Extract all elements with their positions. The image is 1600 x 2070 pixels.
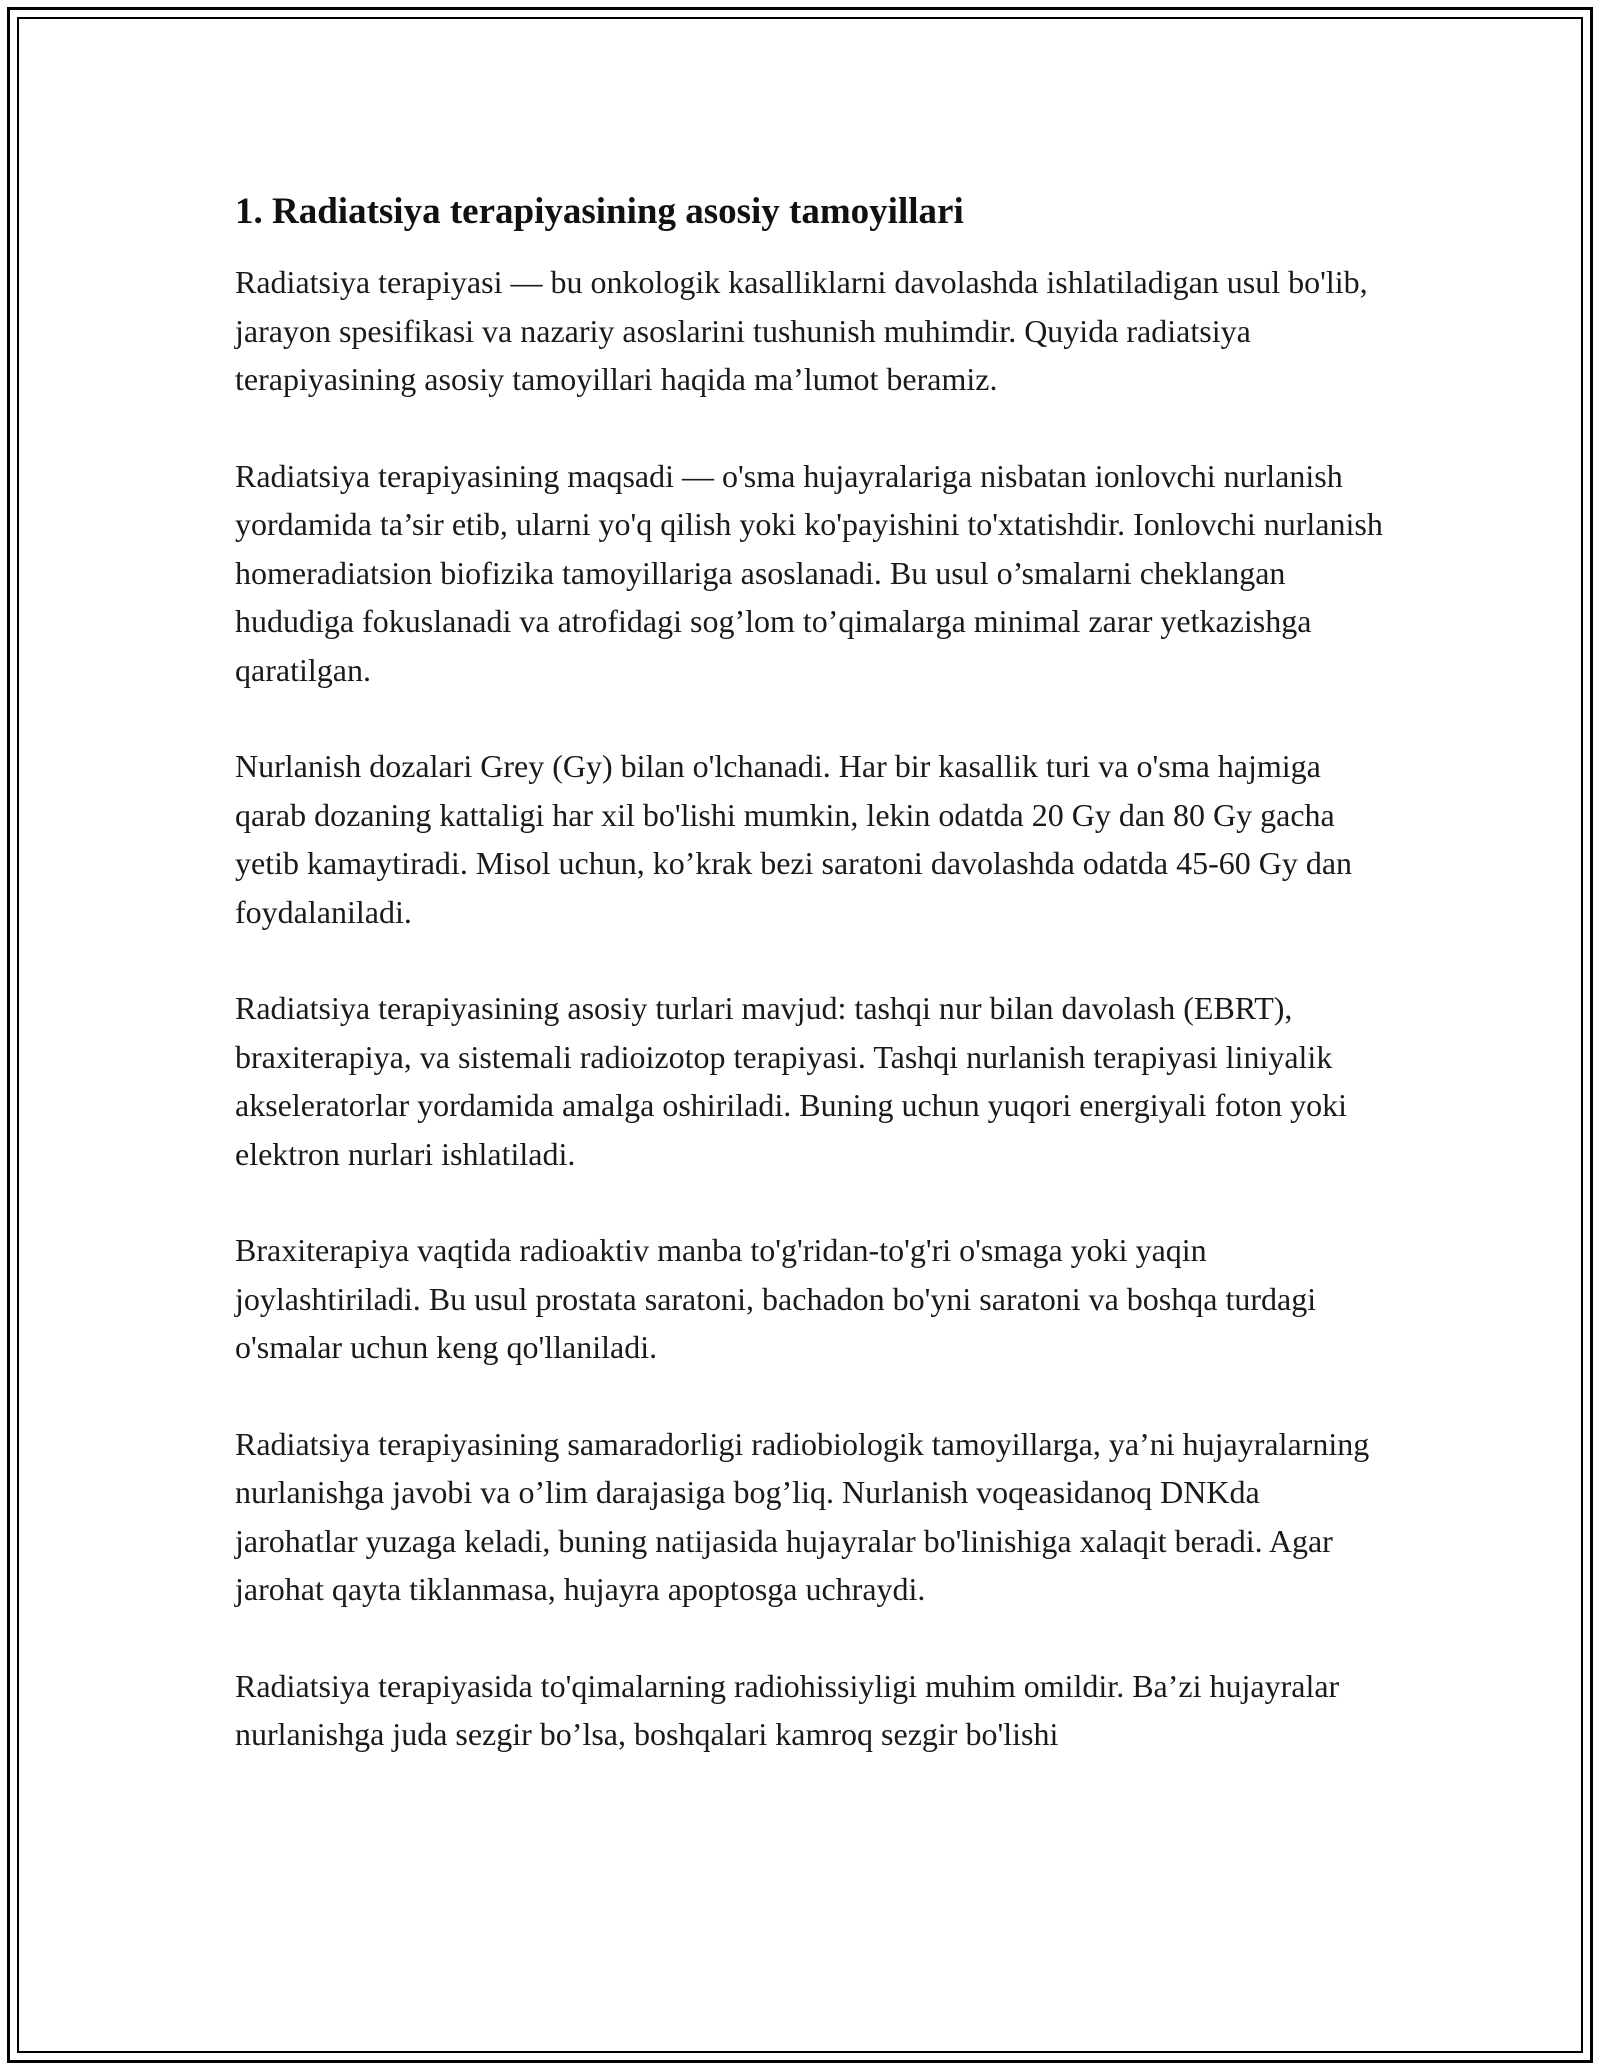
paragraph-radiobiology: Radiatsiya terapiyasining samaradorligi radiobiologik tamoyillarga, ya’ni hujayralarning nurlanishga javobi va o’lim darajasiga bog’liq. Nurlanish voqeasidanoq DNKda jarohatlar yuzaga keladi, buning natijasida hujayralar bo'linishiga xalaqit beradi. Agar jarohat qayta tiklanmasa, hujayra apoptosga uchraydi. bbox=[235, 1425, 1370, 1607]
section-heading: 1. Radiatsiya terapiyasining asosiy tamoyillari bbox=[235, 191, 964, 232]
paragraph-types: Radiatsiya terapiyasining asosiy turlari mavjud: tashqi nur bilan davolash (EBRT), braxiterapiya, va sistemali radioizotop terapiyasi. Tashqi nurlanish terapiyasi liniyalik akseleratorlar yordamida amalga oshiriladi. Buning uchun yuqori energiyali foton yoki elektron nurlari ishlatiladi. bbox=[235, 990, 1347, 1172]
paragraph-doses: Nurlanish dozalari Grey (Gy) bilan o'lchanadi. Har bir kasallik turi va o'sma hajmiga qarab dozaning kattaligi har xil bo'lishi mumkin, lekin odatda 20 Gy dan 80 Gy gacha yetib kamaytiradi. Misol uchun, ko’krak bezi saratoni davolashda odatda 45-60 Gy dan foydalaniladi. bbox=[235, 748, 1353, 930]
document-body bbox=[235, 188, 1385, 1807]
paragraph-intro: Radiatsiya terapiyasi — bu onkologik kasalliklarni davolashda ishlatiladigan usul bo'lib, jarayon spesifikasi va nazariy asoslarini tushunish muhimdir. Quyida radiatsiya terapiyasining asosiy tamoyillari haqida ma’lumot beramiz. bbox=[235, 264, 1368, 397]
paragraph-radiosensitivity: Radiatsiya terapiyasida to'qimalarning radiohissiyligi muhim omildir. Ba’zi hujayralar nurlanishga juda sezgir bo’lsa, boshqalari kamroq sezgir bo'lishi bbox=[235, 1667, 1340, 1752]
paragraph-brachytherapy: Braxiterapiya vaqtida radioaktiv manba to'g'ridan-to'g'ri o'smaga yoki yaqin joylashtiriladi. Bu usul prostata saratoni, bachadon bo'yni saratoni va boshqa turdagi o'smalar uchun keng qo'llaniladi. bbox=[235, 1232, 1317, 1365]
paragraph-goal: Radiatsiya terapiyasining maqsadi — o'sma hujayralariga nisbatan ionlovchi nurlanish yordamida ta’sir etib, ularni yo'q qilish yoki ko'payishini to'xtatishdir. Ionlovchi nurlanish homeradiatsion biofizika tamoyillariga asoslanadi. Bu usul o’smalarni cheklangan hududiga fokuslanadi va atrofidagi sog’lom to’qimalarga minimal zarar yetkazishga qaratilgan. bbox=[235, 457, 1383, 688]
